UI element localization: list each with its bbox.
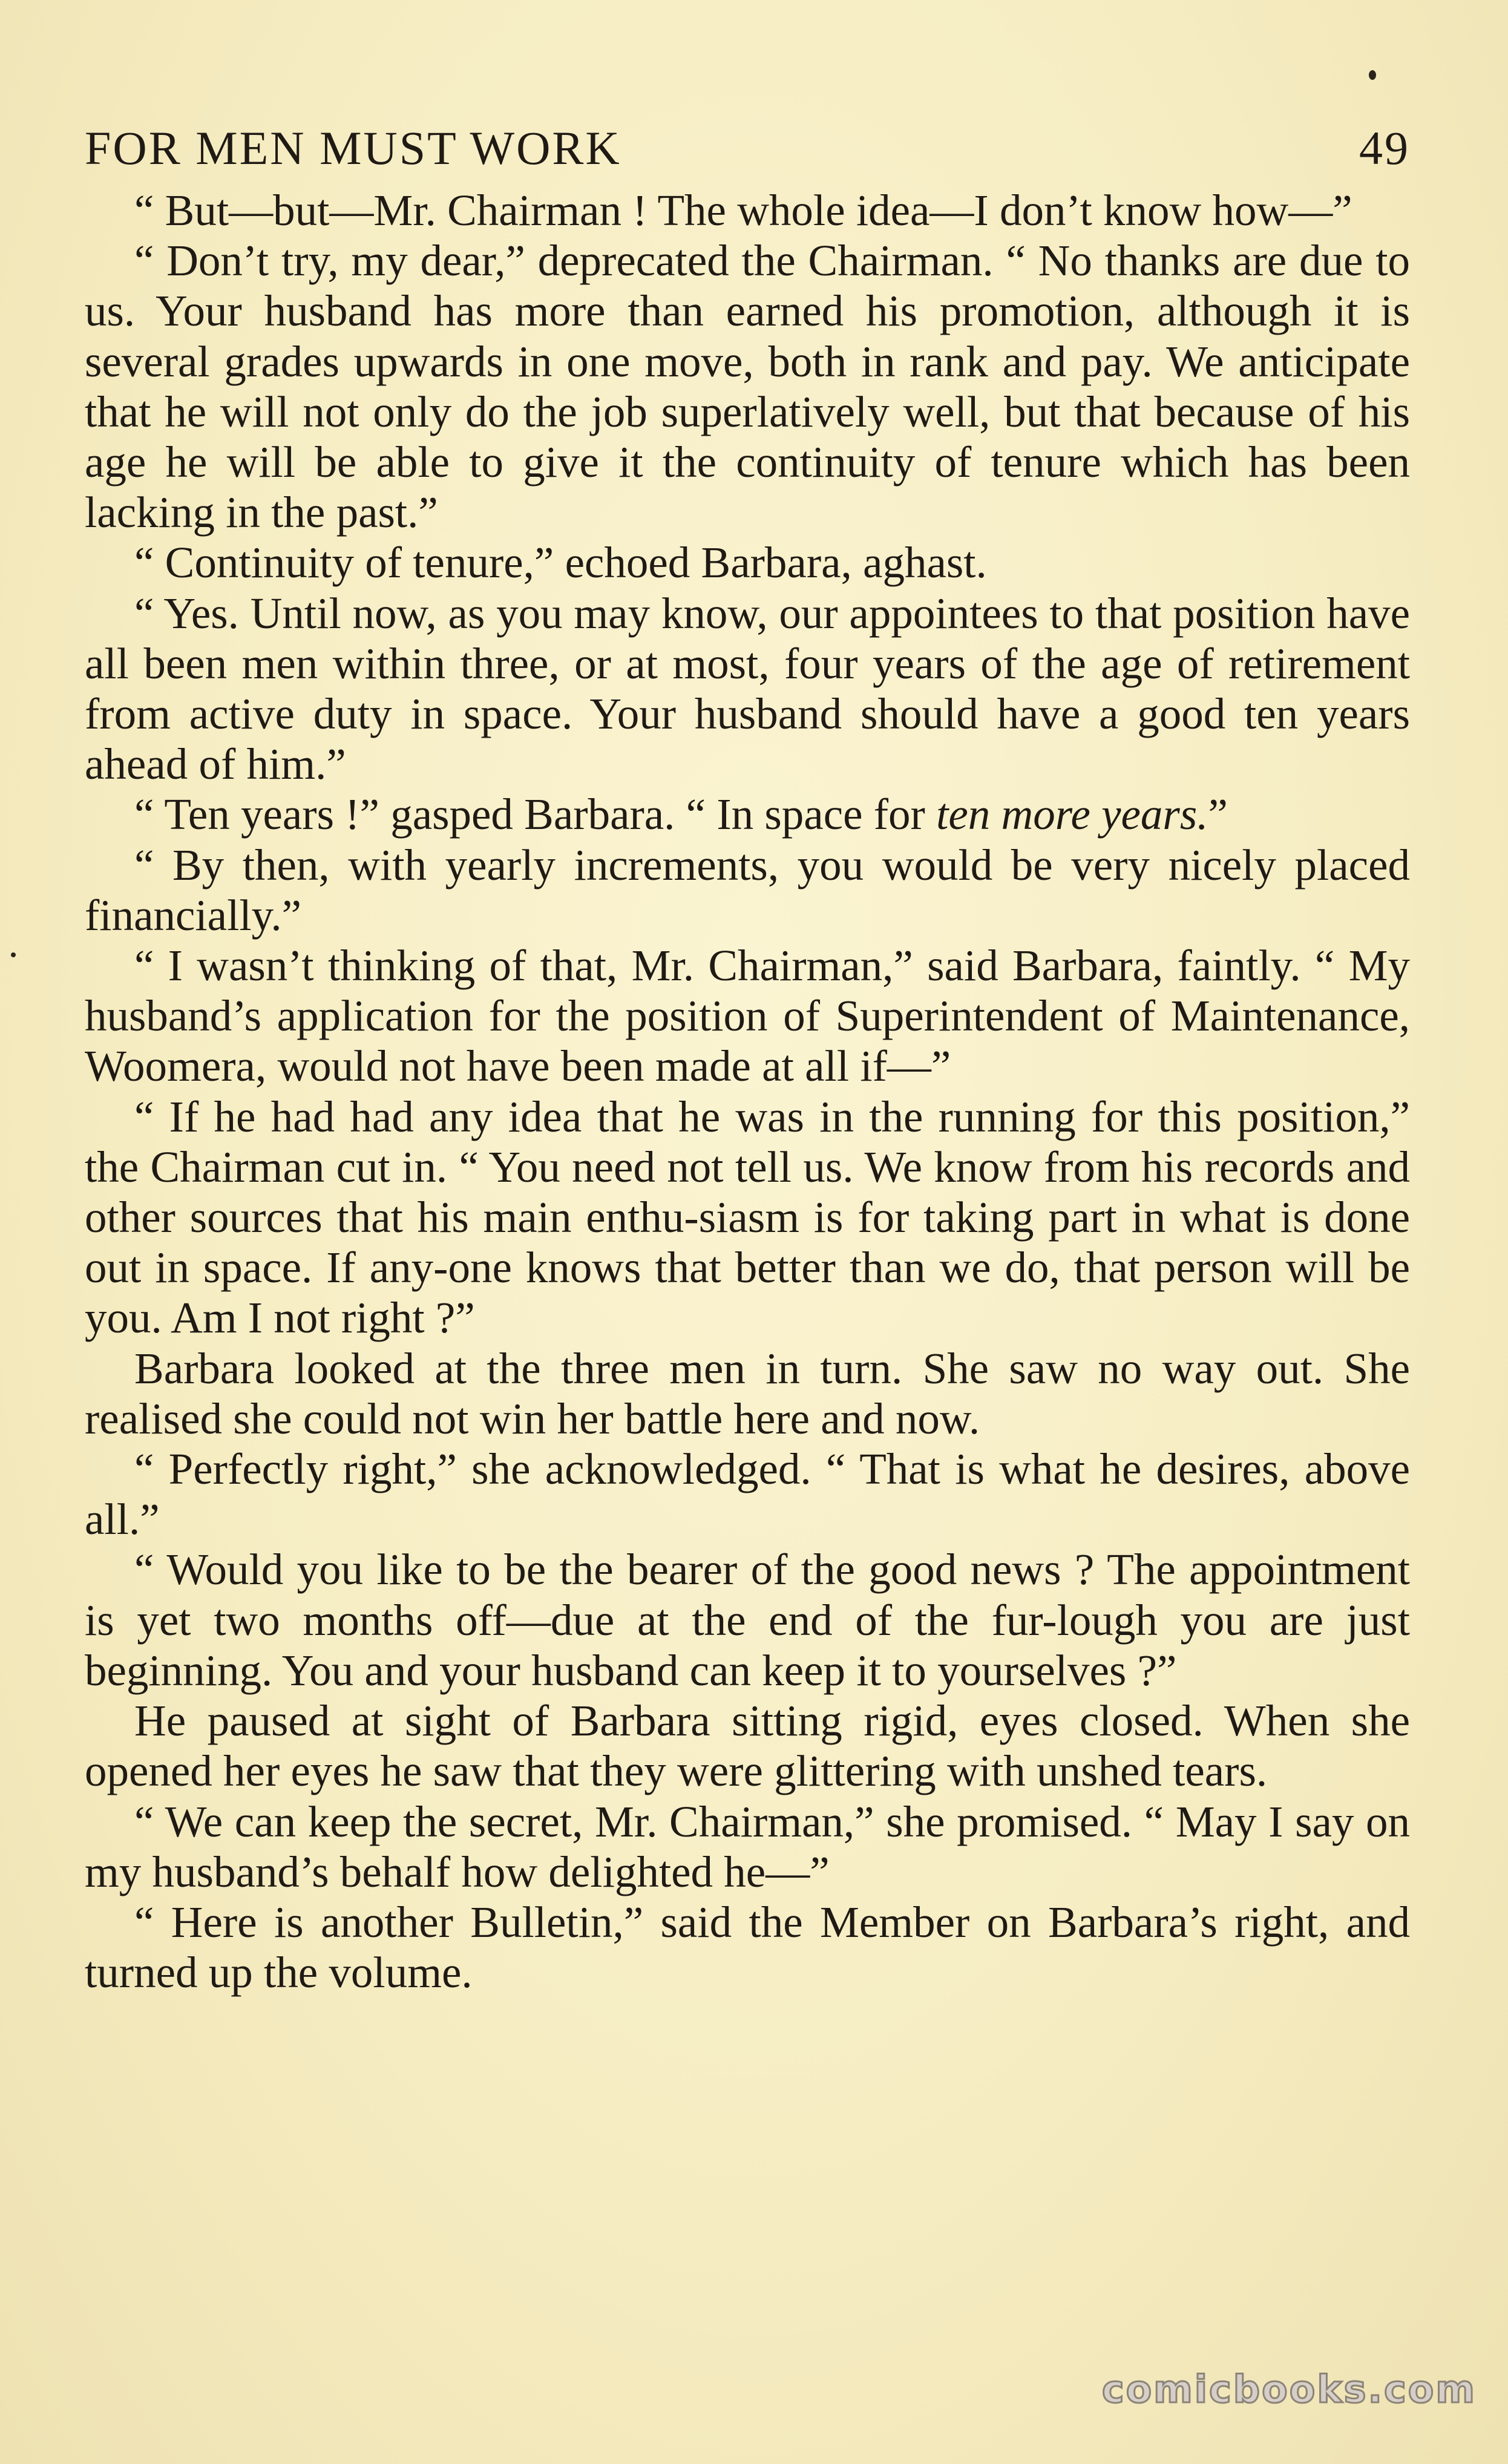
paragraph-1 [85,185,1410,235]
paragraph-4 [85,588,1410,790]
paragraph-text: “ Would you like to be the bearer of the good news ? The appointment is yet two months off—due at the end of the fur-lough you are just beginning. You and your husband can keep it to yourselves ?” [85,1545,1410,1695]
paragraph-7 [85,940,1410,1092]
paragraph-11 [85,1544,1410,1696]
paragraph-text: “ But—but—Mr. Chairman ! The whole idea—I don’t know how—” [134,186,1352,235]
book-page [85,121,1410,1997]
paragraph-3 [85,537,1410,588]
paragraph-5 [85,789,1410,839]
paragraph-text: “ We can keep the secret, Mr. Chairman,” she promised. “ May I say on my husband’s behalf how delighted he—” [85,1797,1410,1896]
paragraph-9 [85,1343,1410,1444]
watermark: comicbooks.com [1101,2367,1477,2411]
ink-speck [11,952,16,957]
paragraph-text: Barbara looked at the three men in turn. She saw no way out. She realised she could not win her battle here and now. [85,1343,1410,1443]
paragraph-tail: ” [1208,790,1228,839]
paragraph-text: “ If he had had any idea that he was in the running for this position,” the Chairman cut in. “ You need not tell us. We know from his records and other sources that his main enthu-siasm is for taking part in what is done out in space. If any-one knows that better than we do, that person will be you. Am I not right ?” [85,1092,1410,1343]
paragraph-text: “ Continuity of tenure,” echoed Barbara, aghast. [134,538,987,588]
emphasized-text: ten more years. [936,790,1208,839]
paragraph-text: “ Perfectly right,” she acknowledged. “ That is what he desires, above all.” [85,1444,1410,1544]
paragraph-text: “ Don’t try, my dear,” deprecated the Chairman. “ No thanks are due to us. Your husband has more than earned his promotion, although it is several grades upwards in one move, both in rank and pay. We anticipate that he will not only do the job superlatively well, but that because of his age he will be able to give it the continuity of tenure which has been lacking in the past.” [85,236,1410,537]
paragraph-12 [85,1696,1410,1796]
paragraph-text: “ By then, with yearly increments, you would be very nicely placed financially.” [85,840,1410,940]
running-head [85,121,1410,182]
paragraph-text: “ I wasn’t thinking of that, Mr. Chairman,” said Barbara, faintly. “ My husband’s application for the position of Superintendent of Maintenance, Woomera, would not have been made at all if—” [85,941,1410,1091]
paragraph-text: He paused at sight of Barbara sitting rigid, eyes closed. When she opened her eyes he saw that they were glittering with unshed tears. [85,1696,1410,1796]
paragraph-text: “ Yes. Until now, as you may know, our appointees to that position have all been men within three, or at most, four years of the age of retirement from active duty in space. Your husband should have a good ten years ahead of him.” [85,588,1410,789]
paragraph-13 [85,1797,1410,1897]
paragraph-2 [85,235,1410,537]
page-number: 49 [1359,122,1410,174]
paragraph-6 [85,840,1410,940]
paragraph-text: “ Ten years !” gasped Barbara. “ In space for [134,790,937,839]
ink-speck [1369,70,1376,80]
paragraph-text: “ Here is another Bulletin,” said the Member on Barbara’s right, and turned up the volume. [85,1897,1410,1997]
body-text [85,185,1410,1997]
paragraph-10 [85,1444,1410,1544]
paragraph-8 [85,1092,1410,1343]
paragraph-14 [85,1897,1410,1997]
running-title: FOR MEN MUST WORK [85,122,621,174]
